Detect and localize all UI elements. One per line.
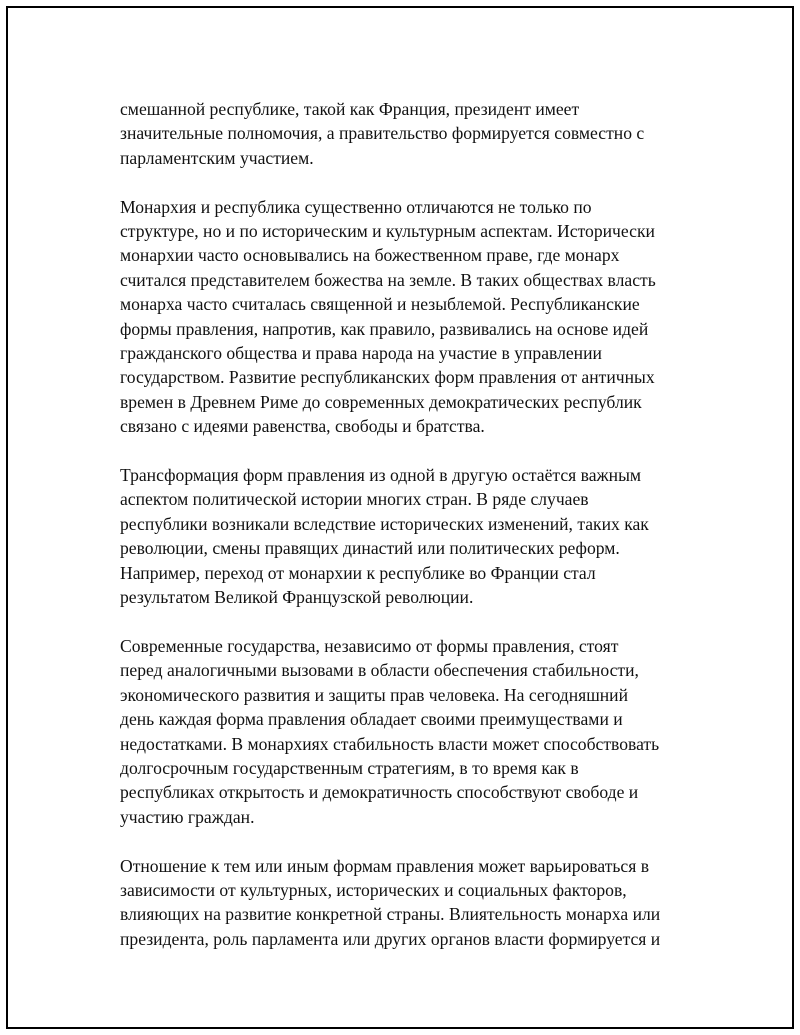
text-line: структуре, но и по историческим и культурным аспектам. Исторически [120, 221, 655, 242]
text-line: результатом Великой Французской революции. [120, 587, 474, 608]
text-line: монарха часто считалась священной и незыблемой. Республиканские [120, 294, 640, 315]
paragraph-3 [120, 463, 700, 609]
text-line: перед аналогичными вызовами в области обеспечения стабильности, [120, 660, 639, 681]
text-line: считался представителем божества на земле. В таких обществах власть [120, 269, 656, 290]
text-line: президента, роль парламента или других органов власти формируется и [120, 928, 661, 949]
text-line: Отношение к тем или иным формам правления может варьироваться в [120, 855, 650, 876]
text-line: монархии часто основывались на божественном праве, где монарх [120, 245, 620, 266]
text-line: гражданского общества и права народа на участие в управлении [120, 343, 602, 364]
text-line: связано с идеями равенства, свободы и братства. [120, 416, 485, 437]
text-line: зависимости от культурных, исторических и социальных факторов, [120, 879, 627, 900]
paragraph-1 [120, 97, 700, 170]
paragraph-4 [120, 634, 700, 829]
text-line: Например, переход от монархии к республике во Франции стал [120, 562, 596, 583]
text-line: Трансформация форм правления из одной в другую остаётся важным [120, 465, 642, 486]
text-line: экономического развития и защиты прав человека. На сегодняшний [120, 684, 629, 705]
text-line: формы правления, напротив, как правило, развивались на основе идей [120, 318, 649, 339]
paragraph-2 [120, 195, 700, 439]
text-line: парламентским участием. [120, 147, 314, 168]
paragraph-5 [120, 854, 700, 952]
text-line: смешанной республике, такой как Франция, президент имеет [120, 99, 580, 119]
text-line: Монархия и республика существенно отличаются не только по [120, 196, 592, 217]
text-line: недостатками. В монархиях стабильность власти может способствовать [120, 733, 660, 754]
text-line: долгосрочным государственным стратегиям, в то время как в [120, 757, 579, 778]
text-line: государством. Развитие республиканских форм правления от античных [120, 367, 655, 388]
page-body [120, 97, 700, 976]
text-line: аспектом политической истории многих стран. В ряде случаев [120, 489, 589, 510]
page-frame [6, 6, 794, 1029]
text-line: участию граждан. [120, 806, 255, 827]
text-line: Современные государства, независимо от формы правления, стоят [120, 635, 619, 656]
text-line: республиках открытость и демократичность способствуют свободе и [120, 782, 639, 803]
text-line: революции, смены правящих династий или политических реформ. [120, 538, 620, 559]
text-line: республики возникали вследствие исторических изменений, таких как [120, 513, 649, 534]
text-line: времен в Древнем Риме до современных демократических республик [120, 391, 642, 412]
text-line: влияющих на развитие конкретной страны. Влиятельность монарха или [120, 904, 661, 925]
text-line: значительные полномочия, а правительство формируется совместно с [120, 123, 645, 144]
text-line: день каждая форма правления обладает своими преимуществами и [120, 709, 623, 730]
